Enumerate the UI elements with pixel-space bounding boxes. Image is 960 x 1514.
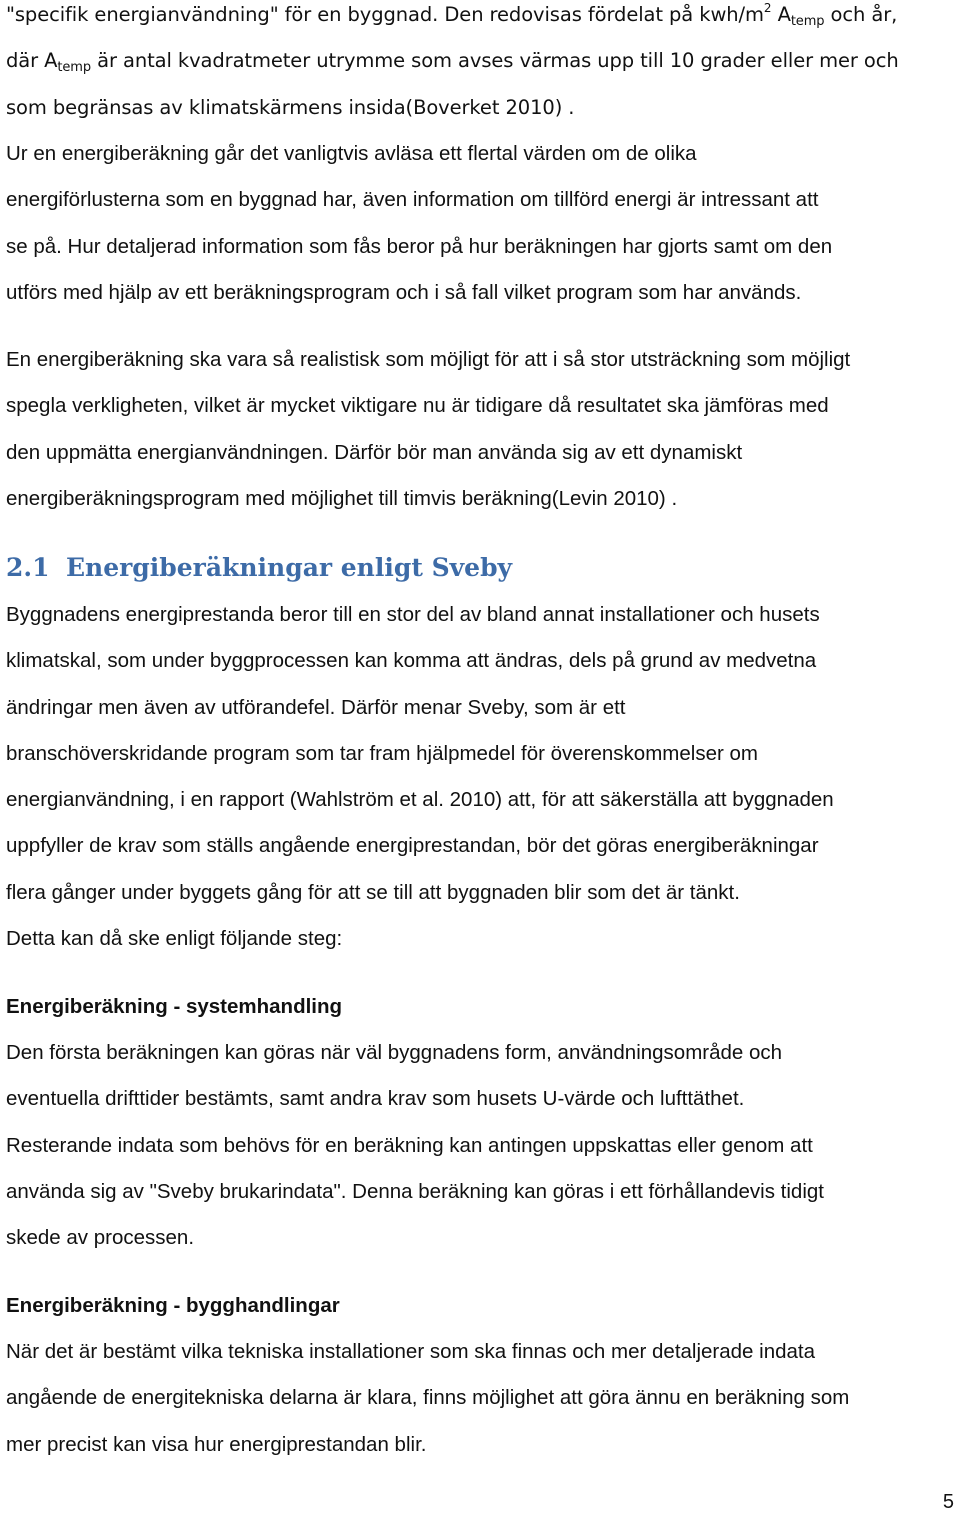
text-segment: "specifik energianvändning" för en byggnad. Den redovisas fördelat på kwh/m bbox=[6, 3, 764, 26]
paragraph-realistic-calculation bbox=[6, 337, 958, 522]
subheading-bygghandlingar: Energiberäkning - bygghandlingar bbox=[6, 1294, 340, 1317]
paragraph-sveby-intro bbox=[6, 592, 958, 962]
text-line: utförs med hjälp av ett beräkningsprogram och i så fall vilket program som har används. bbox=[6, 280, 802, 304]
subscript: temp bbox=[790, 14, 825, 29]
text-line: den uppmätta energianvändningen. Därför bör man använda sig av ett dynamiskt bbox=[6, 440, 743, 464]
subscript: temp bbox=[57, 60, 92, 76]
text-line: som begränsas av klimatskärmens insida(Boverket 2010) . bbox=[6, 95, 575, 119]
text-line: branschöverskridande program som tar fram hjälpmedel för överenskommelser om bbox=[6, 741, 758, 765]
paragraph-energy-calculation-values bbox=[6, 131, 958, 316]
superscript: 2 bbox=[763, 1, 772, 15]
text-line: energiförlusterna som en byggnad har, även information om tillförd energi är intressant att bbox=[6, 188, 819, 212]
text-line: se på. Hur detaljerad information som fås beror på hur beräkningen har gjorts samt om den bbox=[6, 234, 833, 258]
paragraph-energy-definition bbox=[6, 0, 958, 131]
text-segment: A bbox=[771, 3, 791, 26]
page-number: 5 bbox=[942, 1491, 954, 1513]
text-line: När det är bestämt vilka tekniska installationer som ska finnas och mer detaljerade indata bbox=[6, 1340, 816, 1363]
text-line: eventuella drifttider bestämts, samt andra krav som husets U-värde och lufttäthet. bbox=[6, 1087, 745, 1111]
text-line: skede av processen. bbox=[6, 1226, 195, 1250]
text-line bbox=[6, 0, 958, 38]
text-line: flera gånger under byggets gång för att se till att byggnaden blir som det är tänkt. bbox=[6, 880, 740, 904]
text-line: Ur en energiberäkning går det vanligtvis avläsa ett flertal värden om de olika bbox=[6, 142, 697, 165]
paragraph-systemhandling bbox=[6, 1030, 958, 1261]
text-line: klimatskal, som under byggprocessen kan komma att ändras, dels på grund av medvetna bbox=[6, 649, 817, 673]
text-line: Detta kan då ske enligt följande steg: bbox=[6, 927, 343, 951]
section-number: 2.1 bbox=[6, 553, 50, 582]
section-heading bbox=[6, 548, 512, 588]
text-line: ändringar men även av utförandefel. Därför menar Sveby, som är ett bbox=[6, 695, 626, 719]
text-line: använda sig av "Sveby brukarindata". Denna beräkning kan göras i ett förhållandevis tidigt bbox=[6, 1179, 824, 1203]
text-line bbox=[6, 38, 958, 84]
text-line: uppfyller de krav som ställs angående energiprestandan, bör det göras energiberäkningar bbox=[6, 834, 819, 858]
text-line: Den första beräkningen kan göras när väl byggnadens form, användningsområde och bbox=[6, 1041, 783, 1064]
text-line: En energiberäkning ska vara så realistisk som möjligt för att i så stor utsträckning som möjligt bbox=[6, 348, 851, 371]
text-segment: och år, bbox=[824, 3, 898, 26]
text-line: mer precist kan visa hur energiprestandan blir. bbox=[6, 1432, 427, 1456]
text-line: angående de energitekniska delarna är klara, finns möjlighet att göra ännu en beräkning som bbox=[6, 1386, 850, 1410]
text-segment: där A bbox=[6, 49, 58, 73]
text-line: Resterande indata som behövs för en beräkning kan antingen uppskattas eller genom att bbox=[6, 1133, 813, 1157]
text-line: energianvändning, i en rapport (Wahlström et al. 2010) att, för att säkerställa att byggnaden bbox=[6, 788, 834, 812]
text-line: spegla verkligheten, vilket är mycket viktigare nu är tidigare då resultatet ska jämföras med bbox=[6, 394, 829, 418]
section-title: Energiberäkningar enligt Sveby bbox=[66, 553, 513, 582]
paragraph-bygghandlingar bbox=[6, 1329, 958, 1468]
text-line: energiberäkningsprogram med möjlighet till timvis beräkning(Levin 2010) . bbox=[6, 486, 678, 510]
text-segment: är antal kvadratmeter utrymme som avses värmas upp till 10 grader eller mer och bbox=[91, 49, 899, 73]
subheading-systemhandling: Energiberäkning - systemhandling bbox=[6, 995, 343, 1018]
text-line: Byggnadens energiprestanda beror till en stor del av bland annat installationer och husets bbox=[6, 603, 820, 626]
